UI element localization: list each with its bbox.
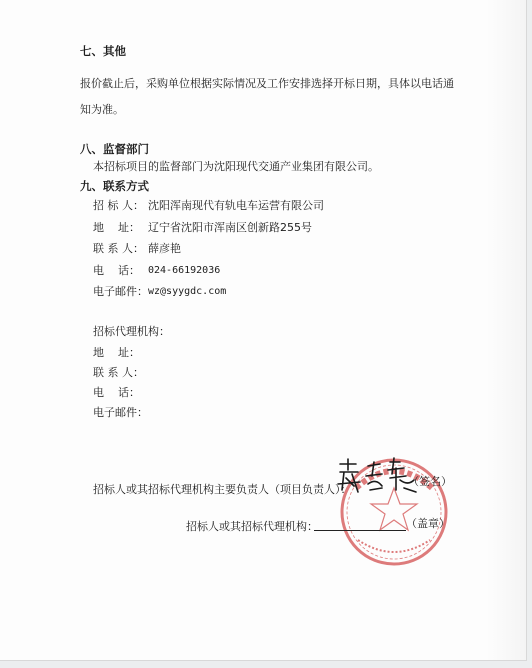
agency-address-label: 地 址： [93,346,140,359]
section-9-heading: 九、联系方式 [80,179,149,193]
agency-contact-label: 联 系 人： [93,366,144,379]
section-7-heading: 七、其他 [80,44,126,58]
seal-suffix: （盖章） [406,517,450,530]
section-7-paragraph-line2: 知为准。 [80,103,124,116]
tenderer-contact-value: 薛彦艳 [148,242,181,255]
seal-underline [314,530,406,531]
section-8-heading: 八、监督部门 [80,142,149,156]
signature-suffix: （签名） [408,475,452,488]
page-shadow [486,0,526,660]
agency-phone-label: 电 话： [93,386,140,399]
section-8-text: 本招标项目的监督部门为沈阳现代交通产业集团有限公司。 [93,160,379,173]
tenderer-contact-label: 联 系 人： [93,242,144,255]
tenderer-email-label: 电子邮件： [93,285,148,298]
tenderer-address-value: 辽宁省沈阳市浑南区创新路255号 [148,221,312,234]
section-7-paragraph-line1: 报价截止后，采购单位根据实际情况及工作安排选择开标日期，具体以电话通 [80,77,454,90]
seal-line-label: 招标人或其招标代理机构： [186,520,318,533]
agency-title: 招标代理机构： [93,325,170,338]
agency-email-label: 电子邮件： [93,406,148,419]
tenderer-name-label: 招 标 人： [93,199,144,212]
signature-line-label: 招标人或其招标代理机构主要负责人（项目负责人）： [93,483,352,496]
tenderer-name-value: 沈阳浑南现代有轨电车运营有限公司 [148,199,324,212]
tenderer-phone-label: 电 话： [93,264,140,277]
tenderer-phone-value: 024-66192036 [148,265,221,276]
tenderer-address-label: 地 址： [93,221,140,234]
tenderer-email-link[interactable]: wz@syygdc.com [148,286,227,297]
